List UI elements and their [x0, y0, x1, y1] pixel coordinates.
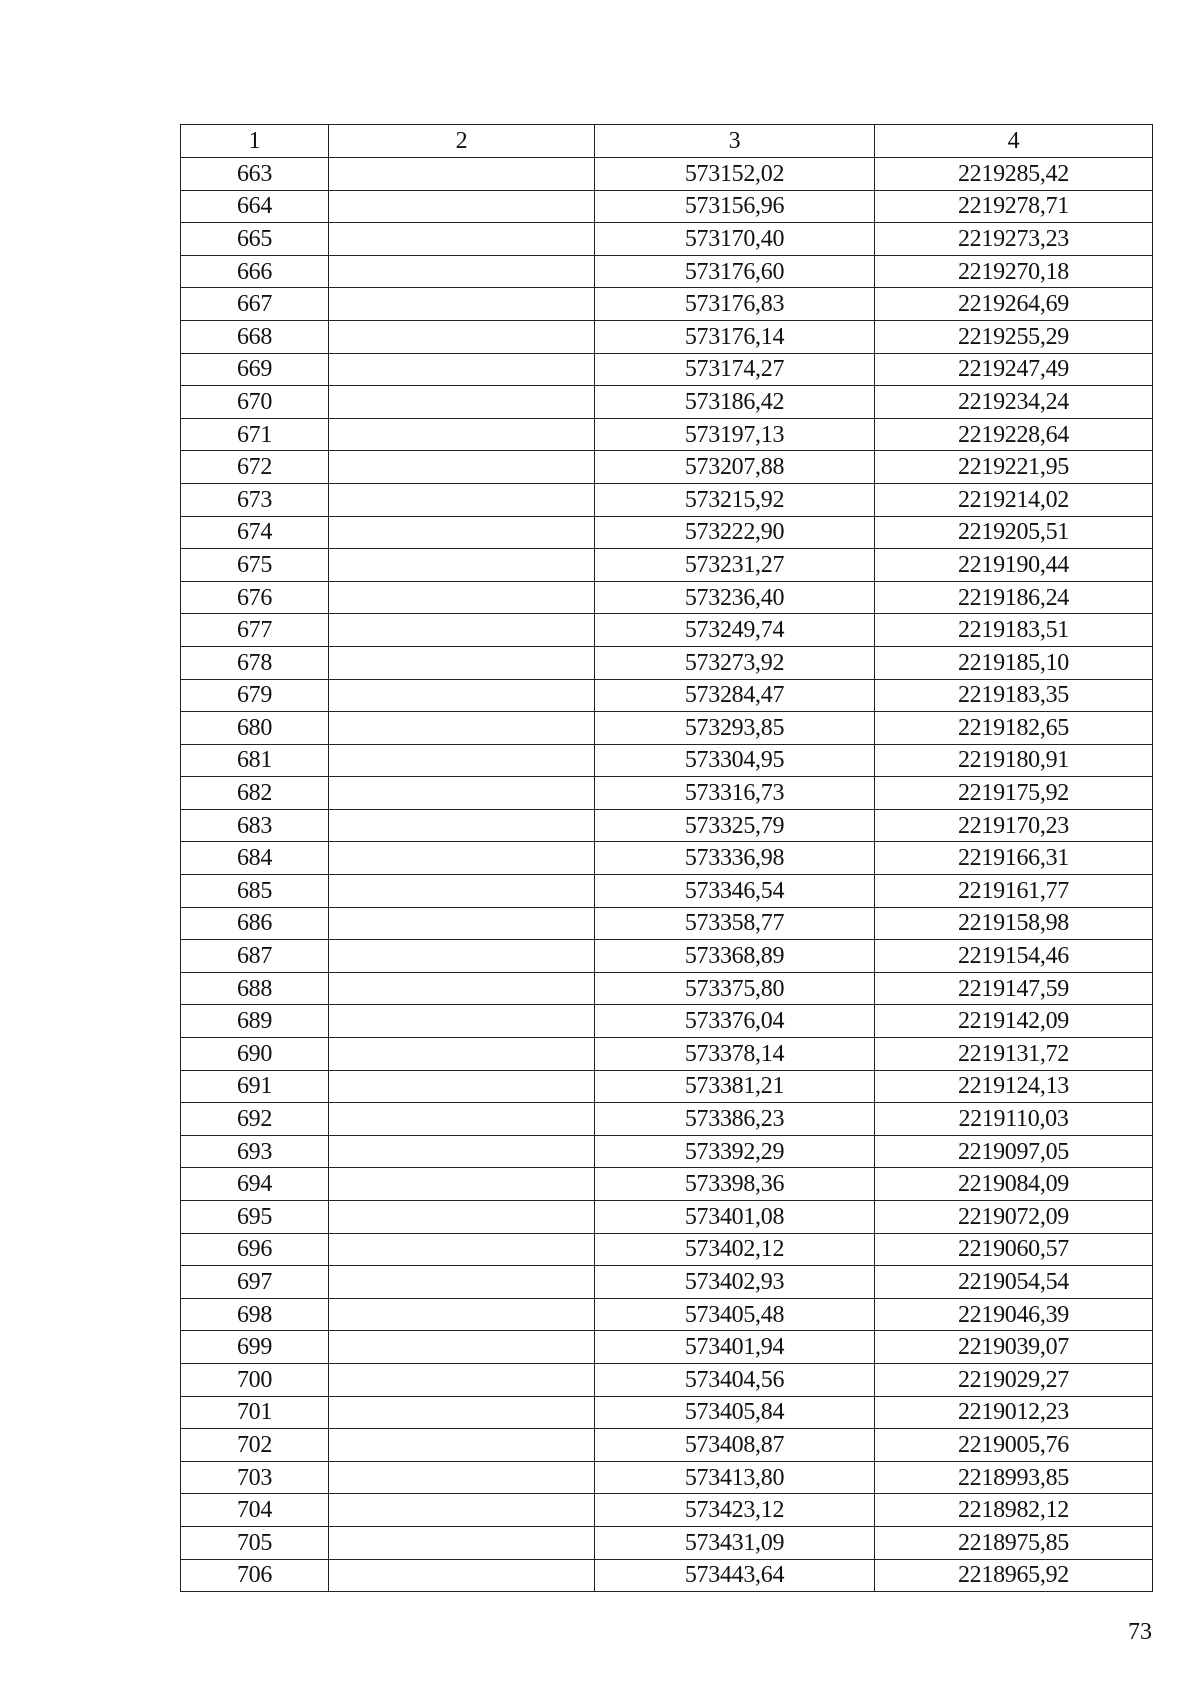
- table-row: [181, 190, 1153, 223]
- x-coordinate-cell: 573304,95: [595, 744, 875, 777]
- point-number-cell: 706: [181, 1559, 329, 1592]
- y-coordinate-cell: 2219161,77: [875, 875, 1153, 908]
- table-row: [181, 1494, 1153, 1527]
- x-coordinate-cell: 573376,04: [595, 1005, 875, 1038]
- table-row: [181, 483, 1153, 516]
- y-coordinate-cell: 2219131,72: [875, 1038, 1153, 1071]
- description-cell: [329, 320, 595, 353]
- y-coordinate-cell: 2219186,24: [875, 581, 1153, 614]
- description-cell: [329, 451, 595, 484]
- description-cell: [329, 1005, 595, 1038]
- y-coordinate-cell: 2219273,23: [875, 223, 1153, 256]
- point-number-cell: 697: [181, 1266, 329, 1299]
- point-number-cell: 685: [181, 875, 329, 908]
- table-row: [181, 1005, 1153, 1038]
- point-number-cell: 693: [181, 1135, 329, 1168]
- x-coordinate-cell: 573392,29: [595, 1135, 875, 1168]
- description-cell: [329, 842, 595, 875]
- x-coordinate-cell: 573176,83: [595, 288, 875, 321]
- table-row: [181, 1363, 1153, 1396]
- y-coordinate-cell: 2219046,39: [875, 1298, 1153, 1331]
- page-number: 73: [1128, 1619, 1152, 1645]
- description-cell: [329, 646, 595, 679]
- x-coordinate-cell: 573207,88: [595, 451, 875, 484]
- table-row: [181, 744, 1153, 777]
- table-row: [181, 1103, 1153, 1136]
- description-cell: [329, 1526, 595, 1559]
- x-coordinate-cell: 573402,93: [595, 1266, 875, 1299]
- x-coordinate-cell: 573402,12: [595, 1233, 875, 1266]
- description-cell: [329, 516, 595, 549]
- table-body: [181, 158, 1153, 1592]
- y-coordinate-cell: 2218993,85: [875, 1461, 1153, 1494]
- y-coordinate-cell: 2219228,64: [875, 418, 1153, 451]
- description-cell: [329, 255, 595, 288]
- table-row: [181, 777, 1153, 810]
- y-coordinate-cell: 2219234,24: [875, 386, 1153, 419]
- point-number-cell: 666: [181, 255, 329, 288]
- description-cell: [329, 1168, 595, 1201]
- table-row: [181, 940, 1153, 973]
- table-row: [181, 255, 1153, 288]
- x-coordinate-cell: 573413,80: [595, 1461, 875, 1494]
- point-number-cell: 689: [181, 1005, 329, 1038]
- x-coordinate-cell: 573273,92: [595, 646, 875, 679]
- description-cell: [329, 1363, 595, 1396]
- point-number-cell: 667: [181, 288, 329, 321]
- description-cell: [329, 549, 595, 582]
- table-row: [181, 907, 1153, 940]
- point-number-cell: 680: [181, 712, 329, 745]
- x-coordinate-cell: 573284,47: [595, 679, 875, 712]
- point-number-cell: 668: [181, 320, 329, 353]
- y-coordinate-cell: 2219190,44: [875, 549, 1153, 582]
- description-cell: [329, 744, 595, 777]
- x-coordinate-cell: 573186,42: [595, 386, 875, 419]
- description-cell: [329, 1494, 595, 1527]
- y-coordinate-cell: 2219039,07: [875, 1331, 1153, 1364]
- y-coordinate-cell: 2219214,02: [875, 483, 1153, 516]
- table-row: [181, 353, 1153, 386]
- description-cell: [329, 353, 595, 386]
- table-row: [181, 1135, 1153, 1168]
- y-coordinate-cell: 2219072,09: [875, 1201, 1153, 1234]
- x-coordinate-cell: 573222,90: [595, 516, 875, 549]
- y-coordinate-cell: 2219060,57: [875, 1233, 1153, 1266]
- description-cell: [329, 1201, 595, 1234]
- y-coordinate-cell: 2219084,09: [875, 1168, 1153, 1201]
- y-coordinate-cell: 2219054,54: [875, 1266, 1153, 1299]
- table-row: [181, 1559, 1153, 1592]
- table-row: [181, 1396, 1153, 1429]
- x-coordinate-cell: 573293,85: [595, 712, 875, 745]
- table-row: [181, 1461, 1153, 1494]
- point-number-cell: 698: [181, 1298, 329, 1331]
- y-coordinate-cell: 2219255,29: [875, 320, 1153, 353]
- x-coordinate-cell: 573170,40: [595, 223, 875, 256]
- point-number-cell: 664: [181, 190, 329, 223]
- y-coordinate-cell: 2219285,42: [875, 158, 1153, 191]
- point-number-cell: 665: [181, 223, 329, 256]
- table-row: [181, 418, 1153, 451]
- table-row: [181, 712, 1153, 745]
- table-row: [181, 386, 1153, 419]
- y-coordinate-cell: 2219166,31: [875, 842, 1153, 875]
- point-number-cell: 696: [181, 1233, 329, 1266]
- point-number-cell: 691: [181, 1070, 329, 1103]
- description-cell: [329, 1559, 595, 1592]
- description-cell: [329, 1233, 595, 1266]
- y-coordinate-cell: 2219012,23: [875, 1396, 1153, 1429]
- y-coordinate-cell: 2219247,49: [875, 353, 1153, 386]
- point-number-cell: 702: [181, 1429, 329, 1462]
- y-coordinate-cell: 2219183,51: [875, 614, 1153, 647]
- point-number-cell: 678: [181, 646, 329, 679]
- y-coordinate-cell: 2218982,12: [875, 1494, 1153, 1527]
- table-row: [181, 1038, 1153, 1071]
- column-header-4: 4: [875, 125, 1153, 158]
- x-coordinate-cell: 573405,48: [595, 1298, 875, 1331]
- point-number-cell: 681: [181, 744, 329, 777]
- y-coordinate-cell: 2219180,91: [875, 744, 1153, 777]
- table-row: [181, 288, 1153, 321]
- description-cell: [329, 581, 595, 614]
- description-cell: [329, 940, 595, 973]
- x-coordinate-cell: 573325,79: [595, 809, 875, 842]
- description-cell: [329, 1266, 595, 1299]
- x-coordinate-cell: 573401,94: [595, 1331, 875, 1364]
- y-coordinate-cell: 2219124,13: [875, 1070, 1153, 1103]
- table-row: [181, 1168, 1153, 1201]
- y-coordinate-cell: 2219097,05: [875, 1135, 1153, 1168]
- y-coordinate-cell: 2219175,92: [875, 777, 1153, 810]
- x-coordinate-cell: 573405,84: [595, 1396, 875, 1429]
- table-row: [181, 809, 1153, 842]
- description-cell: [329, 1298, 595, 1331]
- column-header-3: 3: [595, 125, 875, 158]
- y-coordinate-cell: 2219147,59: [875, 972, 1153, 1005]
- point-number-cell: 704: [181, 1494, 329, 1527]
- point-number-cell: 670: [181, 386, 329, 419]
- table-row: [181, 842, 1153, 875]
- table-row: [181, 1201, 1153, 1234]
- description-cell: [329, 1135, 595, 1168]
- x-coordinate-cell: 573431,09: [595, 1526, 875, 1559]
- point-number-cell: 701: [181, 1396, 329, 1429]
- point-number-cell: 677: [181, 614, 329, 647]
- y-coordinate-cell: 2219142,09: [875, 1005, 1153, 1038]
- table-row: [181, 1070, 1153, 1103]
- point-number-cell: 682: [181, 777, 329, 810]
- point-number-cell: 676: [181, 581, 329, 614]
- x-coordinate-cell: 573408,87: [595, 1429, 875, 1462]
- y-coordinate-cell: 2219005,76: [875, 1429, 1153, 1462]
- description-cell: [329, 190, 595, 223]
- table-row: [181, 516, 1153, 549]
- y-coordinate-cell: 2219183,35: [875, 679, 1153, 712]
- table-row: [181, 320, 1153, 353]
- table-row: [181, 1298, 1153, 1331]
- point-number-cell: 663: [181, 158, 329, 191]
- x-coordinate-cell: 573375,80: [595, 972, 875, 1005]
- table-row: [181, 646, 1153, 679]
- x-coordinate-cell: 573378,14: [595, 1038, 875, 1071]
- x-coordinate-cell: 573249,74: [595, 614, 875, 647]
- y-coordinate-cell: 2219170,23: [875, 809, 1153, 842]
- table-row: [181, 875, 1153, 908]
- y-coordinate-cell: 2219110,03: [875, 1103, 1153, 1136]
- description-cell: [329, 1103, 595, 1136]
- coordinates-table: [180, 124, 1153, 1592]
- description-cell: [329, 483, 595, 516]
- x-coordinate-cell: 573404,56: [595, 1363, 875, 1396]
- description-cell: [329, 614, 595, 647]
- table-row: [181, 223, 1153, 256]
- x-coordinate-cell: 573176,60: [595, 255, 875, 288]
- table-row: [181, 581, 1153, 614]
- x-coordinate-cell: 573316,73: [595, 777, 875, 810]
- description-cell: [329, 972, 595, 1005]
- description-cell: [329, 1070, 595, 1103]
- x-coordinate-cell: 573215,92: [595, 483, 875, 516]
- description-cell: [329, 158, 595, 191]
- y-coordinate-cell: 2219182,65: [875, 712, 1153, 745]
- point-number-cell: 671: [181, 418, 329, 451]
- point-number-cell: 673: [181, 483, 329, 516]
- x-coordinate-cell: 573336,98: [595, 842, 875, 875]
- table-row: [181, 972, 1153, 1005]
- x-coordinate-cell: 573197,13: [595, 418, 875, 451]
- x-coordinate-cell: 573386,23: [595, 1103, 875, 1136]
- point-number-cell: 703: [181, 1461, 329, 1494]
- description-cell: [329, 1396, 595, 1429]
- x-coordinate-cell: 573236,40: [595, 581, 875, 614]
- table-row: [181, 1526, 1153, 1559]
- x-coordinate-cell: 573423,12: [595, 1494, 875, 1527]
- y-coordinate-cell: 2219264,69: [875, 288, 1153, 321]
- point-number-cell: 692: [181, 1103, 329, 1136]
- point-number-cell: 700: [181, 1363, 329, 1396]
- point-number-cell: 695: [181, 1201, 329, 1234]
- x-coordinate-cell: 573176,14: [595, 320, 875, 353]
- x-coordinate-cell: 573156,96: [595, 190, 875, 223]
- point-number-cell: 669: [181, 353, 329, 386]
- x-coordinate-cell: 573174,27: [595, 353, 875, 386]
- table-row: [181, 549, 1153, 582]
- point-number-cell: 699: [181, 1331, 329, 1364]
- table-row: [181, 158, 1153, 191]
- x-coordinate-cell: 573152,02: [595, 158, 875, 191]
- y-coordinate-cell: 2218965,92: [875, 1559, 1153, 1592]
- description-cell: [329, 907, 595, 940]
- description-cell: [329, 679, 595, 712]
- description-cell: [329, 288, 595, 321]
- column-header-2: 2: [329, 125, 595, 158]
- description-cell: [329, 223, 595, 256]
- point-number-cell: 683: [181, 809, 329, 842]
- table-row: [181, 451, 1153, 484]
- point-number-cell: 687: [181, 940, 329, 973]
- x-coordinate-cell: 573381,21: [595, 1070, 875, 1103]
- y-coordinate-cell: 2219205,51: [875, 516, 1153, 549]
- x-coordinate-cell: 573398,36: [595, 1168, 875, 1201]
- point-number-cell: 684: [181, 842, 329, 875]
- point-number-cell: 694: [181, 1168, 329, 1201]
- description-cell: [329, 1429, 595, 1462]
- table-row: [181, 1266, 1153, 1299]
- y-coordinate-cell: 2219158,98: [875, 907, 1153, 940]
- point-number-cell: 672: [181, 451, 329, 484]
- point-number-cell: 688: [181, 972, 329, 1005]
- y-coordinate-cell: 2219278,71: [875, 190, 1153, 223]
- table-row: [181, 614, 1153, 647]
- y-coordinate-cell: 2219185,10: [875, 646, 1153, 679]
- description-cell: [329, 1461, 595, 1494]
- x-coordinate-cell: 573368,89: [595, 940, 875, 973]
- table-row: [181, 1429, 1153, 1462]
- description-cell: [329, 418, 595, 451]
- table-row: [181, 1331, 1153, 1364]
- x-coordinate-cell: 573401,08: [595, 1201, 875, 1234]
- point-number-cell: 675: [181, 549, 329, 582]
- description-cell: [329, 386, 595, 419]
- description-cell: [329, 1038, 595, 1071]
- point-number-cell: 674: [181, 516, 329, 549]
- x-coordinate-cell: 573346,54: [595, 875, 875, 908]
- y-coordinate-cell: 2218975,85: [875, 1526, 1153, 1559]
- x-coordinate-cell: 573231,27: [595, 549, 875, 582]
- description-cell: [329, 712, 595, 745]
- y-coordinate-cell: 2219154,46: [875, 940, 1153, 973]
- point-number-cell: 705: [181, 1526, 329, 1559]
- y-coordinate-cell: 2219029,27: [875, 1363, 1153, 1396]
- point-number-cell: 679: [181, 679, 329, 712]
- table-row: [181, 679, 1153, 712]
- x-coordinate-cell: 573358,77: [595, 907, 875, 940]
- table-header-row: [181, 125, 1153, 158]
- y-coordinate-cell: 2219221,95: [875, 451, 1153, 484]
- description-cell: [329, 777, 595, 810]
- description-cell: [329, 875, 595, 908]
- description-cell: [329, 809, 595, 842]
- point-number-cell: 690: [181, 1038, 329, 1071]
- column-header-1: 1: [181, 125, 329, 158]
- y-coordinate-cell: 2219270,18: [875, 255, 1153, 288]
- x-coordinate-cell: 573443,64: [595, 1559, 875, 1592]
- table-row: [181, 1233, 1153, 1266]
- description-cell: [329, 1331, 595, 1364]
- point-number-cell: 686: [181, 907, 329, 940]
